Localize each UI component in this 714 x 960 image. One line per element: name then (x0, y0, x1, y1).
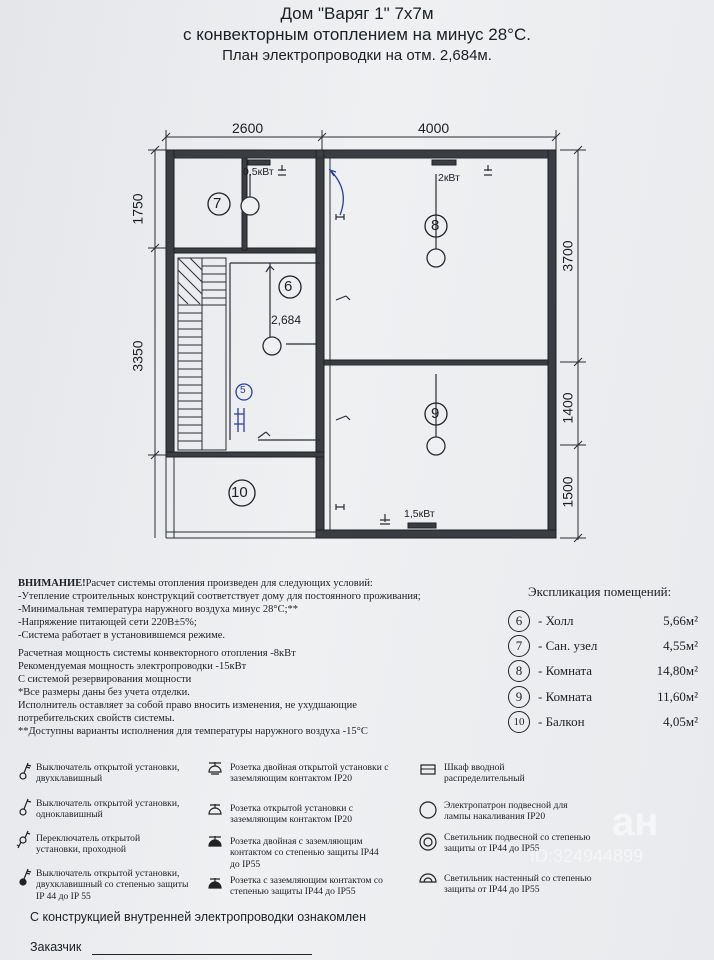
legend-switch-double-ip44: Выключатель открытой установки, двухклавишный со степенью защиты IP 44 до IP 55 (36, 868, 189, 902)
dim-right-mid: 1400 (559, 392, 576, 424)
legend-socket-double: Розетка двойная открытой установки с заземляющим контактом IP20 (230, 762, 389, 785)
pendant-lamp-icon (418, 832, 438, 852)
note-line-6: Рекомендуемая мощность электропроводки -15кВт (18, 661, 247, 672)
room-name: - Комната (538, 663, 593, 678)
note-line-8: *Все размеры даны без учета отделки. (18, 687, 190, 698)
heater-room8-power: 2кВт (438, 172, 460, 184)
legend-socket-single: Розетка открытой установки с заземляющим контактом IP20 (230, 803, 354, 826)
room-area: 4,55м² (663, 638, 698, 653)
note-line-7: С системой резервирования мощности (18, 674, 192, 685)
room-9-number: 9 (431, 405, 440, 422)
room-name: - Балкон (538, 714, 585, 729)
dim-right-upper: 3700 (559, 240, 576, 272)
explication-row (508, 635, 698, 657)
room-area: 5,66м² (663, 613, 698, 628)
watermark-id: ID:324944899 (530, 846, 644, 866)
note-line-11: **Доступны варианты исполнения для температуры наружного воздуха -15°С (18, 726, 368, 737)
note-line-4: -Система работает в установившемся режиме. (18, 630, 225, 641)
note-line-2: -Минимальная температура наружного воздуха минус 28°С;** (18, 604, 298, 615)
note-line-3: -Напряжение питающей сети 220В±5%; (18, 617, 197, 628)
acknowledgement-text: С конструкцией внутренней электропроводки ознакомлен (30, 910, 367, 924)
socket-ip44-icon (206, 876, 224, 892)
legend-wall-lamp: Светильник настенный со степенью защиты от IP44 до IP55 (444, 873, 592, 896)
room-10-number: 10 (231, 484, 248, 501)
room-name: - Комната (538, 689, 593, 704)
heater-room9-power: 1,5кВт (404, 508, 435, 520)
room-number-badge: 10 (508, 711, 530, 733)
room-area: 11,60м² (657, 689, 698, 704)
level-mark: 2,684 (271, 313, 302, 327)
dim-right-lower: 1500 (559, 476, 576, 508)
dim-top-right: 4000 (418, 120, 450, 136)
lamp-holder-icon (418, 800, 438, 820)
dim-left-upper: 1750 (129, 193, 146, 225)
room-name: - Сан. узел (538, 638, 598, 653)
room-area: 4,05м² (663, 714, 698, 729)
note-line-1: -Утепление строительных конструкций соответствует дому для постоянного проживания; (18, 591, 421, 602)
legend-switch-double: Выключатель открытой установки, двухклавишный (36, 762, 180, 785)
heater-bath-power: 0,5кВт (243, 166, 274, 178)
switch-passthrough-icon (16, 828, 32, 850)
legend-socket-double-ip44: Розетка двойная с заземляющим контактом со степенью защиты IP44 до IP55 (230, 836, 379, 870)
room-number-badge: 6 (508, 610, 530, 632)
note-line-9: Исполнитель оставляет за собой право вносить изменения, не ухудшающие (18, 700, 357, 711)
room-6-number: 6 (284, 278, 293, 295)
explication-row (508, 686, 698, 708)
title-line-3: План электропроводки на отм. 2,684м. (222, 47, 492, 64)
dim-top-left: 2600 (232, 120, 264, 136)
attention-text: Расчет системы отопления произведен для следующих условий: (85, 578, 373, 589)
room-area: 14,80м² (656, 663, 698, 678)
socket-double-icon (206, 760, 224, 776)
title-line-1: Дом "Варяг 1" 7х7м (280, 4, 434, 23)
explication-row (508, 610, 698, 632)
attention-head: ВНИМАНИЕ! (18, 578, 86, 589)
note-line-10: потребительских свойств системы. (18, 713, 175, 724)
title-line-2: с конвекторным отоплением на минус 28°С. (183, 25, 531, 44)
note-line-5: Расчетная мощность системы конвекторного отопления -8кВт (18, 648, 296, 659)
room-number-badge: 8 (508, 660, 530, 682)
room-name: - Холл (538, 613, 574, 628)
wall-lamp-icon (418, 870, 438, 884)
switch-single-icon (18, 796, 32, 818)
legend-switch-passthrough: Переключатель открытой установки, проходной (36, 833, 141, 856)
customer-label: Заказчик (30, 940, 82, 954)
socket-single-icon (206, 802, 224, 818)
room-number-badge: 7 (508, 635, 530, 657)
distribution-box-icon (420, 764, 436, 776)
legend-pendant-lamp: Светильник подвесной со степенью защиты от IP44 до IP55 (444, 832, 591, 855)
handwritten-mark: 5 (240, 385, 246, 396)
explication-title: Экспликация помещений: (528, 584, 672, 599)
attention-line (18, 578, 373, 591)
legend-switch-single: Выключатель открытой установки, одноклавишный (36, 798, 180, 821)
watermark-brand: ан (612, 800, 659, 844)
explication-row (508, 711, 698, 733)
socket-double-ip44-icon (206, 834, 224, 850)
legend-socket-ip44: Розетка с заземляющим контактом со степенью защиты IP44 до IP55 (230, 875, 383, 898)
room-7-number: 7 (213, 195, 222, 212)
room-number-badge: 9 (508, 686, 530, 708)
legend-lamp-holder: Электропатрон подвесной для лампы накаливания IP20 (444, 800, 568, 823)
room-8-number: 8 (431, 217, 440, 234)
legend-distribution-box: Шкаф вводной распределительный (444, 762, 525, 785)
explication-row (508, 660, 698, 682)
switch-double-icon (18, 760, 32, 782)
dim-left-lower: 3350 (129, 340, 146, 372)
customer-signature-line (92, 954, 312, 955)
switch-double-ip44-icon (18, 866, 32, 888)
